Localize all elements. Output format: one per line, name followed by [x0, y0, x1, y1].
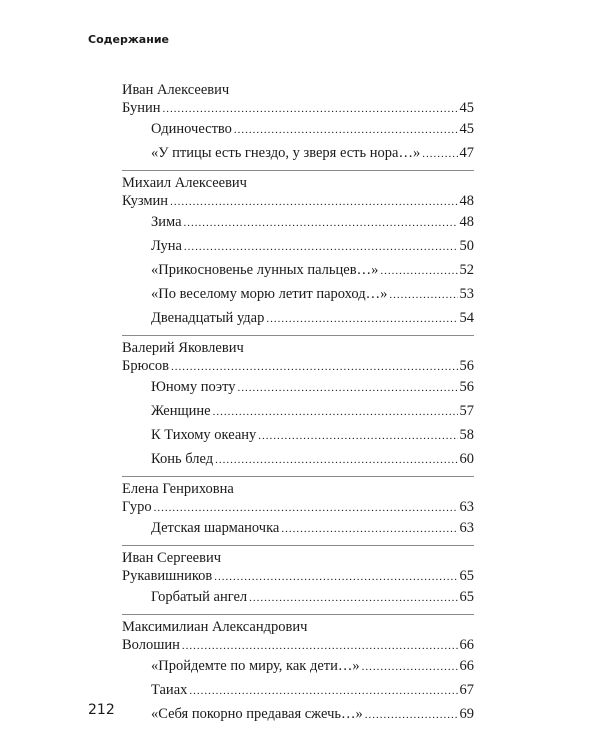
page-ref: 67	[459, 682, 474, 698]
poem-entry	[122, 306, 474, 330]
poem-entry	[122, 234, 474, 258]
poem-entry	[122, 258, 474, 282]
poem-title: «Себя покорно предавая сжечь…»	[151, 706, 363, 722]
page-ref: 57	[459, 403, 474, 419]
dot-leader	[170, 193, 457, 211]
author-entry	[122, 192, 474, 210]
dot-leader	[258, 424, 457, 448]
author-first-name: Елена Генриховна	[122, 481, 234, 497]
poem-title: «У птицы есть гнездо, у зверя есть нора…»	[151, 145, 421, 161]
dot-leader	[215, 448, 457, 472]
poem-title: Женщине	[151, 403, 211, 419]
author-last-name: Волошин	[122, 637, 180, 653]
dot-leader	[154, 499, 458, 517]
page-ref: 65	[459, 568, 474, 584]
dot-leader	[184, 211, 458, 235]
page-ref: 60	[459, 451, 474, 467]
page-ref: 53	[459, 286, 474, 302]
dot-leader	[249, 586, 457, 610]
poem-title: Конь блед	[151, 451, 214, 467]
author-first-name: Валерий Яковлевич	[122, 340, 244, 356]
author-block	[122, 615, 474, 731]
author-entry	[122, 636, 474, 654]
page-ref: 63	[459, 520, 474, 536]
dot-leader	[422, 142, 457, 166]
poem-entry	[122, 678, 474, 702]
author-first-name: Иван Алексеевич	[122, 82, 230, 98]
poem-entry	[122, 447, 474, 471]
dot-leader	[189, 679, 457, 703]
dot-leader	[213, 400, 458, 424]
page-number: 212	[88, 702, 115, 718]
page-ref: 69	[459, 706, 474, 722]
poem-title: Юному поэту	[151, 379, 236, 395]
page-ref: 66	[459, 658, 474, 674]
dot-leader	[389, 283, 457, 307]
poem-title: Одиночество	[151, 121, 232, 137]
dot-leader	[238, 376, 458, 400]
page-ref: 56	[459, 358, 474, 374]
dot-leader	[281, 517, 457, 541]
poem-title: «Пройдемте по миру, как дети…»	[151, 658, 360, 674]
author-last-name: Бунин	[122, 100, 161, 116]
poem-title: Таиах	[151, 682, 188, 698]
dot-leader	[184, 235, 458, 259]
poem-entry	[122, 399, 474, 423]
page-ref: 52	[459, 262, 474, 278]
dot-leader	[163, 100, 458, 118]
page-ref: 63	[459, 499, 474, 515]
page-ref: 48	[459, 214, 474, 230]
author-last-name: Гуро	[122, 499, 152, 515]
author-block	[122, 477, 474, 546]
poem-entry	[122, 654, 474, 678]
page-ref: 47	[459, 145, 474, 161]
poem-title: К Тихому океану	[151, 427, 257, 443]
dot-leader	[380, 259, 457, 283]
poem-entry	[122, 423, 474, 447]
poem-entry	[122, 516, 474, 540]
author-first-name: Максимилиан Александрович	[122, 619, 308, 635]
poem-entry	[122, 585, 474, 609]
dot-leader	[234, 118, 458, 142]
poem-entry	[122, 117, 474, 141]
author-entry	[122, 99, 474, 117]
poem-title: Зима	[151, 214, 182, 230]
poem-title: «Прикосновенье лунных пальцев…»	[151, 262, 379, 278]
author-entry	[122, 357, 474, 375]
author-block	[122, 171, 474, 336]
page-ref: 45	[459, 100, 474, 116]
author-block	[122, 78, 474, 171]
dot-leader	[171, 358, 458, 376]
author-last-name: Кузмин	[122, 193, 169, 209]
dot-leader	[362, 655, 458, 679]
poem-title: Горбатый ангел	[151, 589, 248, 605]
author-block	[122, 336, 474, 477]
page-ref: 65	[459, 589, 474, 605]
poem-entry	[122, 702, 474, 726]
page-ref: 56	[459, 379, 474, 395]
poem-entry	[122, 210, 474, 234]
page-ref: 66	[459, 637, 474, 653]
author-last-name: Рукавишников	[122, 568, 213, 584]
page-ref: 58	[459, 427, 474, 443]
page-ref: 54	[459, 310, 474, 326]
poem-title: Луна	[151, 238, 182, 254]
author-last-name: Брюсов	[122, 358, 169, 374]
author-entry	[122, 498, 474, 516]
poem-entry	[122, 375, 474, 399]
author-block	[122, 546, 474, 615]
page-ref: 45	[459, 121, 474, 137]
dot-leader	[182, 637, 458, 655]
poem-entry	[122, 282, 474, 306]
dot-leader	[266, 307, 457, 331]
dot-leader	[214, 568, 457, 586]
table-of-contents	[122, 78, 474, 731]
poem-entry	[122, 141, 474, 165]
running-head: Содержание	[88, 33, 169, 46]
author-first-name: Михаил Алексеевич	[122, 175, 247, 191]
poem-title: «По веселому морю летит пароход…»	[151, 286, 388, 302]
dot-leader	[365, 703, 458, 727]
page-ref: 48	[459, 193, 474, 209]
page-ref: 50	[459, 238, 474, 254]
author-first-name: Иван Сергеевич	[122, 550, 222, 566]
author-entry	[122, 567, 474, 585]
poem-title: Детская шарманочка	[151, 520, 280, 536]
poem-title: Двенадцатый удар	[151, 310, 265, 326]
